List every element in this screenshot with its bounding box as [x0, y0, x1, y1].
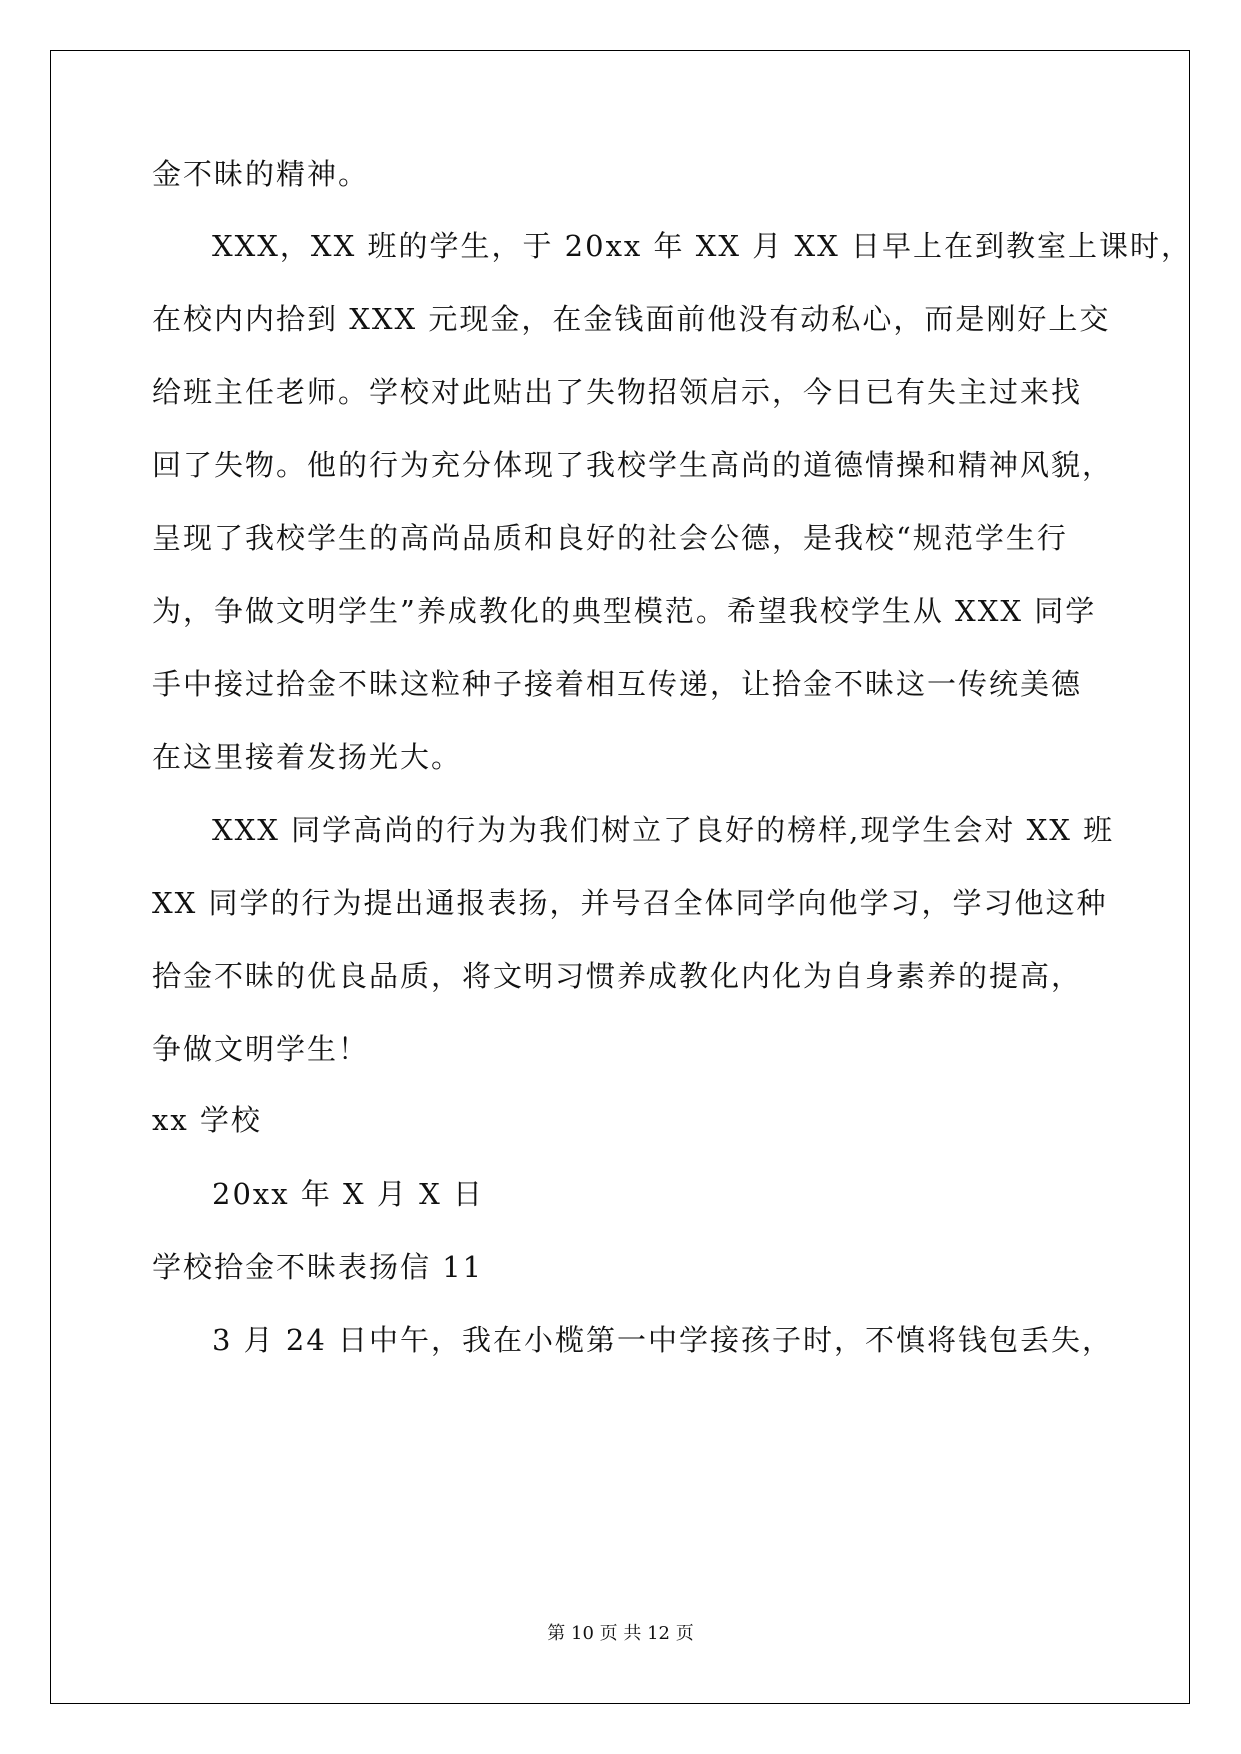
text-line: 拾金不昧的优良品质，将文明习惯养成教化内化为自身素养的提高， — [152, 959, 1083, 993]
text-line: 给班主任老师。学校对此贴出了失物招领启示，今日已有失主过来找 — [152, 375, 1083, 409]
text-line: 呈现了我校学生的高尚品质和良好的社会公德，是我校“规范学生行 — [152, 521, 1068, 555]
text-line: 回了失物。他的行为充分体现了我校学生高尚的道德情操和精神风貌， — [152, 448, 1114, 482]
text-line: 手中接过拾金不昧这粒种子接着相互传递，让拾金不昧这一传统美德 — [152, 667, 1083, 701]
signature-school: xx 学校 — [152, 1103, 262, 1137]
text-line: 为，争做文明学生”养成教化的典型模范。希望我校学生从 XXX 同学 — [152, 594, 1097, 628]
signature-date: 20xx 年 X 月 X 日 — [212, 1177, 484, 1211]
section-title: 学校拾金不昧表扬信 11 — [152, 1250, 484, 1284]
text-line: XXX，XX 班的学生，于 20xx 年 XX 月 XX 日早上在到教室上课时， — [212, 229, 1192, 263]
text-line: XXX 同学高尚的行为为我们树立了良好的榜样,现学生会对 XX 班 — [212, 813, 1115, 847]
text-line: 在校内内拾到 XXX 元现金，在金钱面前他没有动私心，而是刚好上交 — [152, 302, 1111, 336]
page-number: 第 10 页 共 12 页 — [547, 1623, 694, 1644]
text-line: 3 月 24 日中午，我在小榄第一中学接孩子时，不慎将钱包丢失， — [212, 1323, 1114, 1357]
text-line: 金不昧的精神。 — [152, 157, 370, 191]
text-line: 争做文明学生！ — [152, 1032, 370, 1066]
text-line: XX 同学的行为提出通报表扬，并号召全体同学向他学习，学习他这种 — [152, 886, 1108, 920]
text-line: 在这里接着发扬光大。 — [152, 740, 463, 774]
